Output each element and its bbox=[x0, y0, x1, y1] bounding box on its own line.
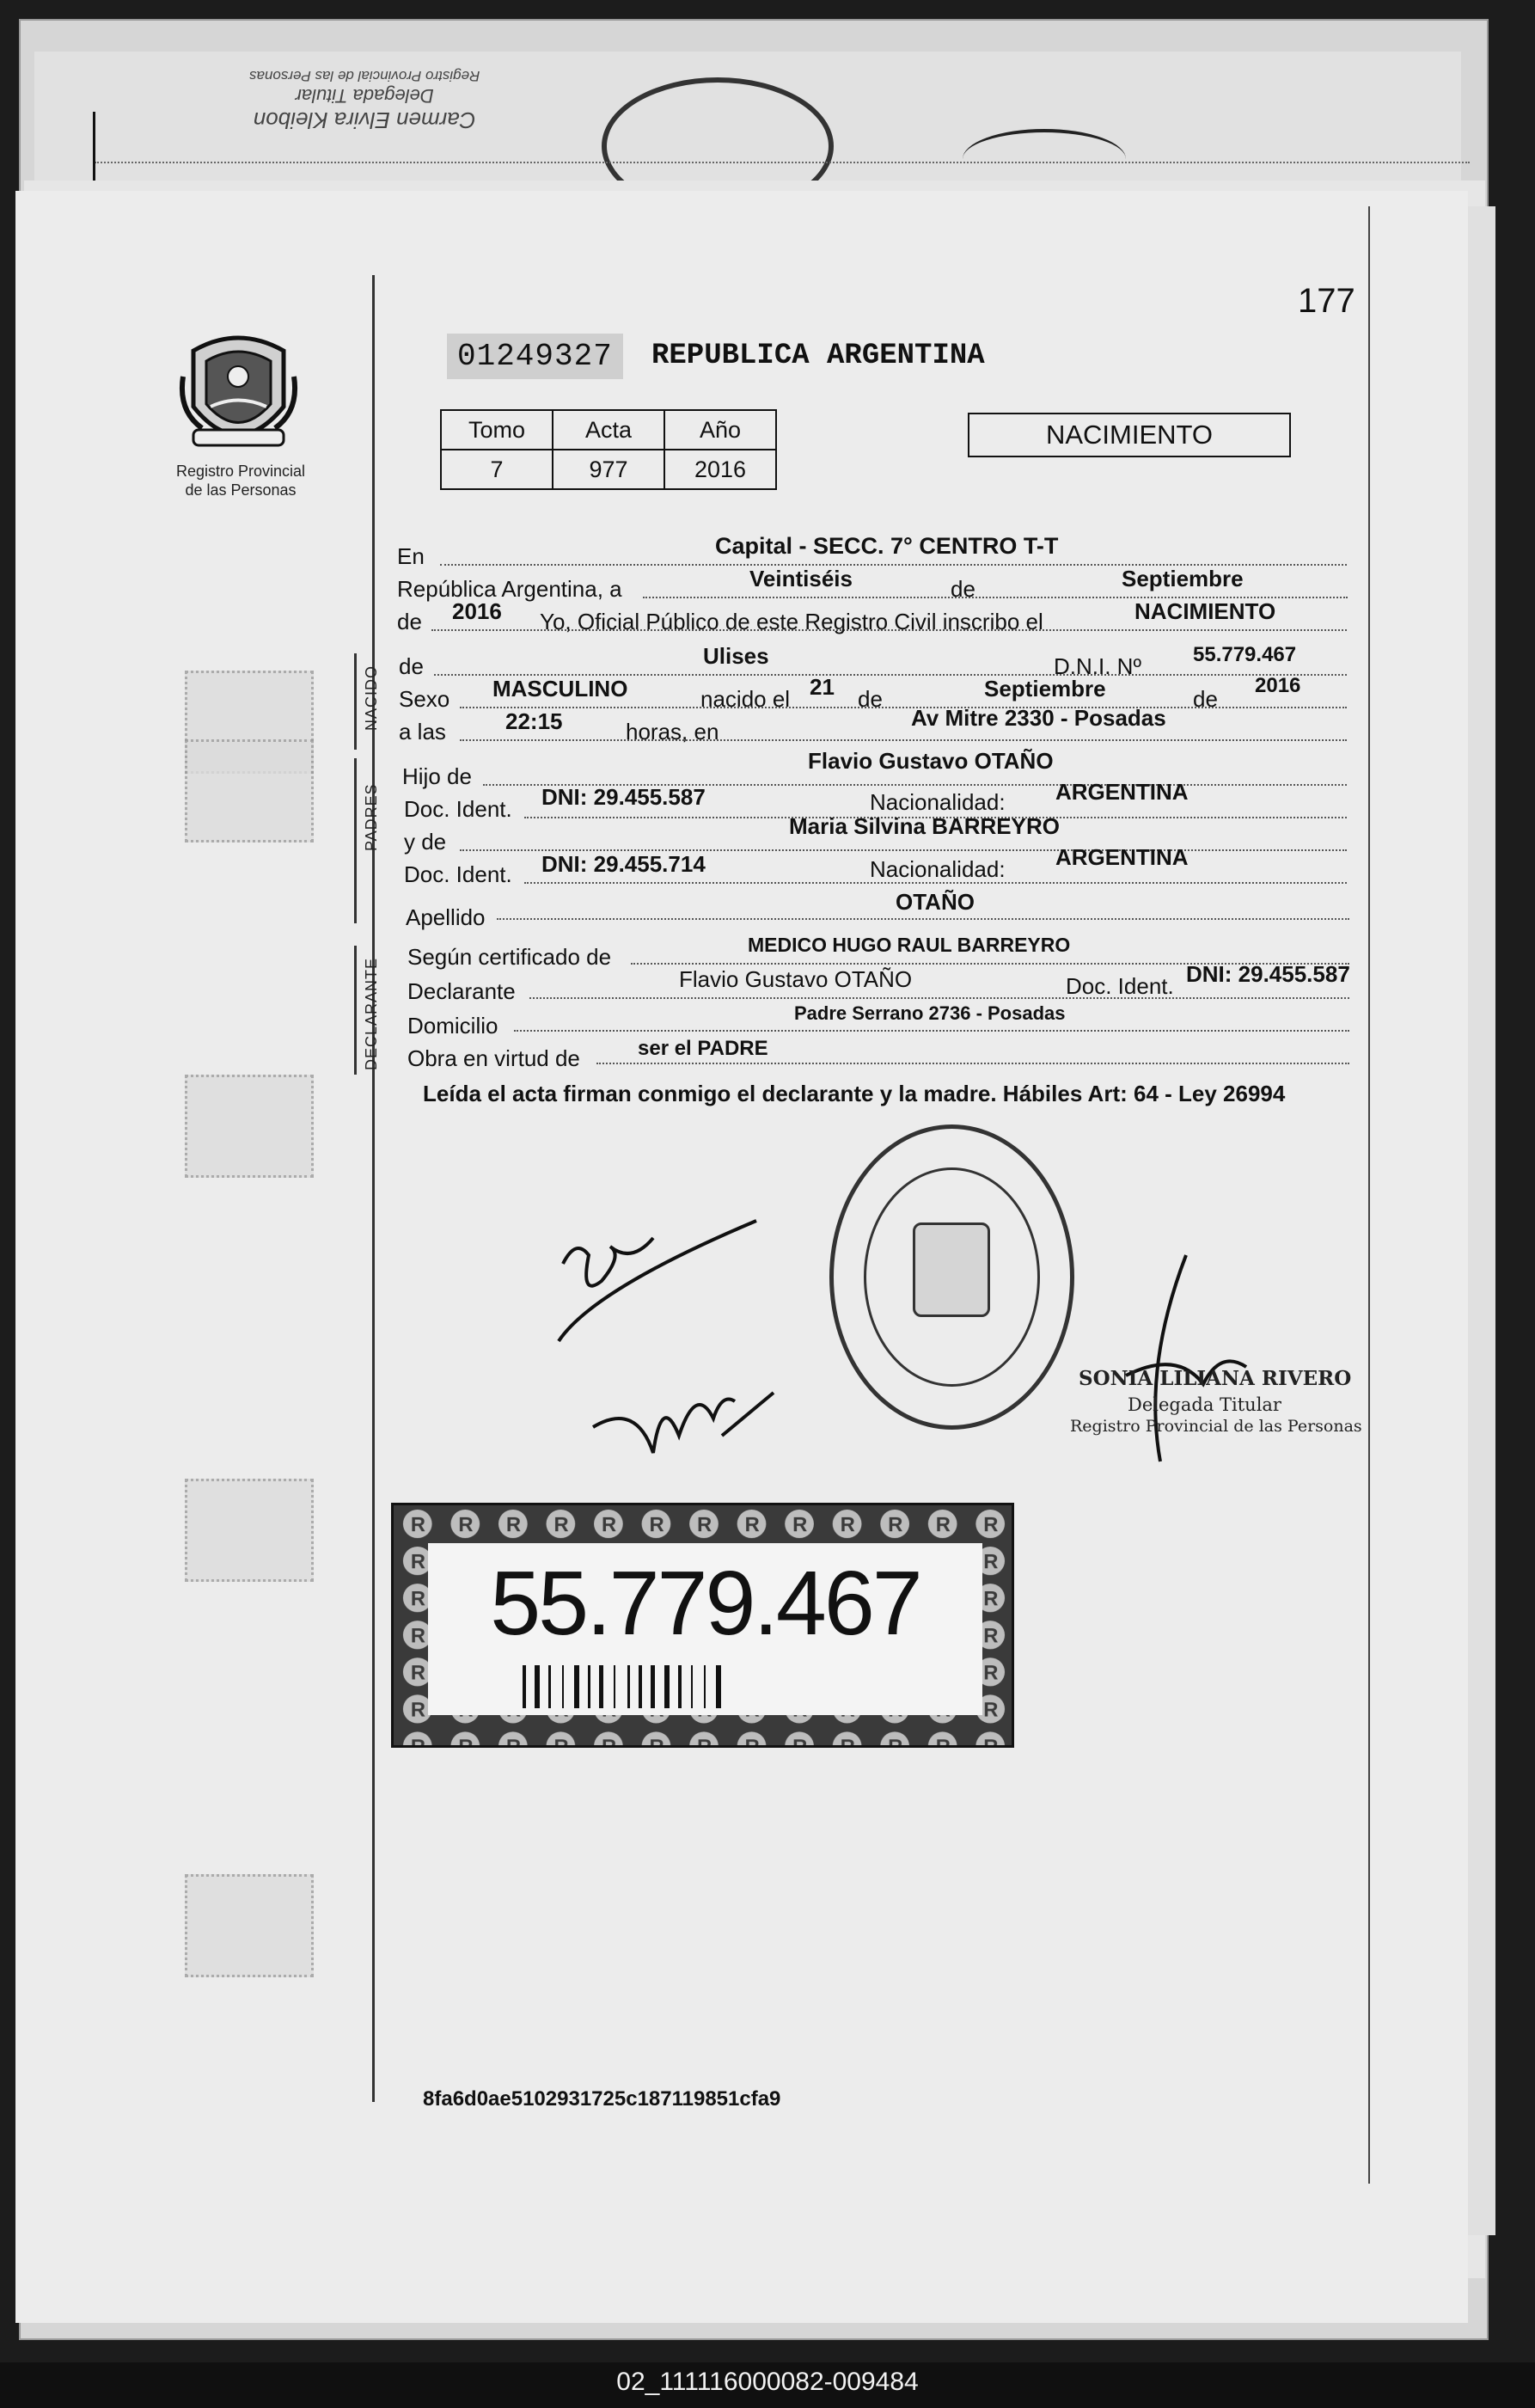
year-de-label: de bbox=[397, 609, 422, 634]
tomo-value: 7 bbox=[441, 450, 553, 489]
back-page-signature-block bbox=[249, 67, 480, 133]
registration-place: Capital - SECC. 7° CENTRO T-T bbox=[715, 533, 1059, 559]
registered-act: NACIMIENTO bbox=[1134, 598, 1276, 624]
dotted-line bbox=[529, 997, 1349, 999]
back-page-dotted-rule bbox=[95, 162, 1470, 163]
birth-de-label-2: de bbox=[1193, 686, 1218, 712]
birth-place: Av Mitre 2330 - Posadas bbox=[911, 705, 1166, 731]
declarante-bracket bbox=[354, 946, 357, 1075]
dni-label: D.N.I. Nº bbox=[1054, 653, 1141, 679]
registry-caption-line-1: Registro Provincial bbox=[175, 463, 306, 480]
obra-label: Obra en virtud de bbox=[407, 1045, 580, 1071]
acta-header: Acta bbox=[553, 410, 664, 450]
child-sex: MASCULINO bbox=[492, 676, 628, 702]
tomo-header: Tomo bbox=[441, 410, 553, 450]
right-column-rule bbox=[1368, 206, 1370, 2184]
medical-certificate: MEDICO HUGO RAUL BARREYRO bbox=[748, 934, 1071, 956]
back-official-registry: Registro Provincial de las Personas bbox=[249, 68, 480, 84]
back-page-margin-mark bbox=[93, 112, 95, 181]
declarante-label: Declarante bbox=[407, 978, 516, 1004]
time-label: a las bbox=[399, 719, 446, 744]
dotted-line bbox=[514, 1030, 1349, 1032]
horas-label: horas, en bbox=[626, 719, 719, 744]
closing-statement: Leída el acta firman conmigo el declarante y la madre. Hábiles Art: 64 - Ley 26994 bbox=[423, 1081, 1286, 1106]
folio-number: 177 bbox=[1298, 282, 1355, 320]
child-first-name: Ulises bbox=[703, 643, 769, 669]
official-signature bbox=[1109, 1247, 1255, 1470]
footer-file-id: 02_111116000082-009484 bbox=[616, 2368, 919, 2396]
officer-statement: Yo, Oficial Público de este Registro Civil inscribo el bbox=[540, 609, 1043, 634]
declarant-signature bbox=[541, 1204, 765, 1358]
registry-seal-crest-icon bbox=[913, 1222, 990, 1317]
padres-bracket bbox=[354, 758, 357, 923]
anio-value: 2016 bbox=[664, 450, 776, 489]
anio-header: Año bbox=[664, 410, 776, 450]
mother-doc: DNI: 29.455.714 bbox=[541, 851, 706, 877]
back-official-name: Carmen Elvira Kleibon bbox=[253, 107, 476, 133]
republic-label: República Argentina, a bbox=[397, 576, 622, 602]
book-reference-table bbox=[440, 409, 777, 490]
registry-caption-line-2: de las Personas bbox=[185, 481, 297, 499]
name-de-label: de bbox=[399, 653, 424, 679]
day-in-words: Veintiséis bbox=[749, 566, 853, 591]
misiones-coat-of-arms-icon bbox=[176, 325, 301, 458]
y-de-label: y de bbox=[404, 829, 447, 855]
registration-year: 2016 bbox=[452, 598, 502, 624]
domicilio-label: Domicilio bbox=[407, 1013, 498, 1039]
acta-value: 977 bbox=[553, 450, 664, 489]
record-type-box: NACIMIENTO bbox=[968, 413, 1291, 457]
dotted-line bbox=[596, 1063, 1349, 1064]
certificado-label: Según certificado de bbox=[407, 944, 612, 970]
dni-sticker bbox=[391, 1503, 1014, 1748]
country-title: REPUBLICA ARGENTINA bbox=[651, 340, 985, 372]
de-label: de bbox=[951, 576, 975, 602]
father-doc-label: Doc. Ident. bbox=[404, 796, 512, 822]
padres-section-label: PADRES bbox=[363, 783, 380, 851]
document-hash: 8fa6d0ae5102931725c187119851cfa9 bbox=[423, 2087, 781, 2111]
back-official-role: Delegada Titular bbox=[295, 85, 434, 107]
declarant-address: Padre Serrano 2736 - Posadas bbox=[794, 1002, 1066, 1024]
ghost-logo-bleed bbox=[185, 1479, 314, 1582]
father-nationality-label: Nacionalidad: bbox=[870, 789, 1006, 815]
registration-month: Septiembre bbox=[1122, 566, 1244, 591]
official-role: Delegada Titular bbox=[1128, 1394, 1281, 1415]
apellido-label: Apellido bbox=[406, 904, 486, 930]
child-surname: OTAÑO bbox=[896, 889, 975, 915]
barcode-icon bbox=[523, 1665, 892, 1708]
child-dni: 55.779.467 bbox=[1193, 643, 1297, 666]
mother-doc-label: Doc. Ident. bbox=[404, 861, 512, 887]
declarant-doc: DNI: 29.455.587 bbox=[1186, 961, 1350, 987]
father-doc: DNI: 29.455.587 bbox=[541, 784, 706, 810]
birth-month: Septiembre bbox=[984, 676, 1106, 702]
en-label: En bbox=[397, 543, 425, 569]
nacido-el-label: nacido el bbox=[700, 686, 791, 712]
declarante-section-label: DECLARANTE bbox=[363, 957, 380, 1070]
registry-caption bbox=[159, 462, 322, 499]
mother-signature bbox=[584, 1358, 782, 1479]
dotted-line bbox=[497, 918, 1349, 920]
mother-nationality: ARGENTINA bbox=[1055, 844, 1189, 870]
father-name: Flavio Gustavo OTAÑO bbox=[808, 748, 1054, 774]
birth-de-label: de bbox=[858, 686, 883, 712]
ghost-logo-bleed bbox=[185, 1874, 314, 1977]
dotted-line bbox=[460, 739, 1347, 741]
official-name: SONIA LILIANA RIVERO bbox=[1079, 1367, 1352, 1390]
dni-sticker-label-area bbox=[428, 1543, 982, 1715]
declarant-doc-label: Doc. Ident. bbox=[1066, 973, 1174, 999]
declarant-name: Flavio Gustavo OTAÑO bbox=[679, 966, 913, 992]
father-nationality: ARGENTINA bbox=[1055, 779, 1189, 805]
hijo-de-label: Hijo de bbox=[402, 763, 472, 789]
mother-nationality-label: Nacionalidad: bbox=[870, 856, 1006, 882]
declarant-basis: ser el PADRE bbox=[638, 1037, 768, 1060]
sexo-label: Sexo bbox=[399, 686, 450, 712]
birth-year: 2016 bbox=[1255, 674, 1301, 697]
serial-number-stamp: 01249327 bbox=[447, 334, 623, 379]
nacido-bracket bbox=[354, 653, 357, 750]
mother-name: Maria Silvina BARREYRO bbox=[789, 813, 1060, 839]
left-column-rule bbox=[372, 275, 375, 2102]
birth-time: 22:15 bbox=[505, 708, 563, 734]
official-registry: Registro Provincial de las Personas bbox=[1070, 1417, 1362, 1436]
nacido-section-label: NACIDO bbox=[363, 665, 380, 731]
birth-day: 21 bbox=[810, 674, 835, 700]
dni-sticker-number: 55.779.467 bbox=[490, 1553, 920, 1654]
ghost-logo-bleed bbox=[185, 739, 314, 842]
ghost-logo-bleed bbox=[185, 1075, 314, 1178]
